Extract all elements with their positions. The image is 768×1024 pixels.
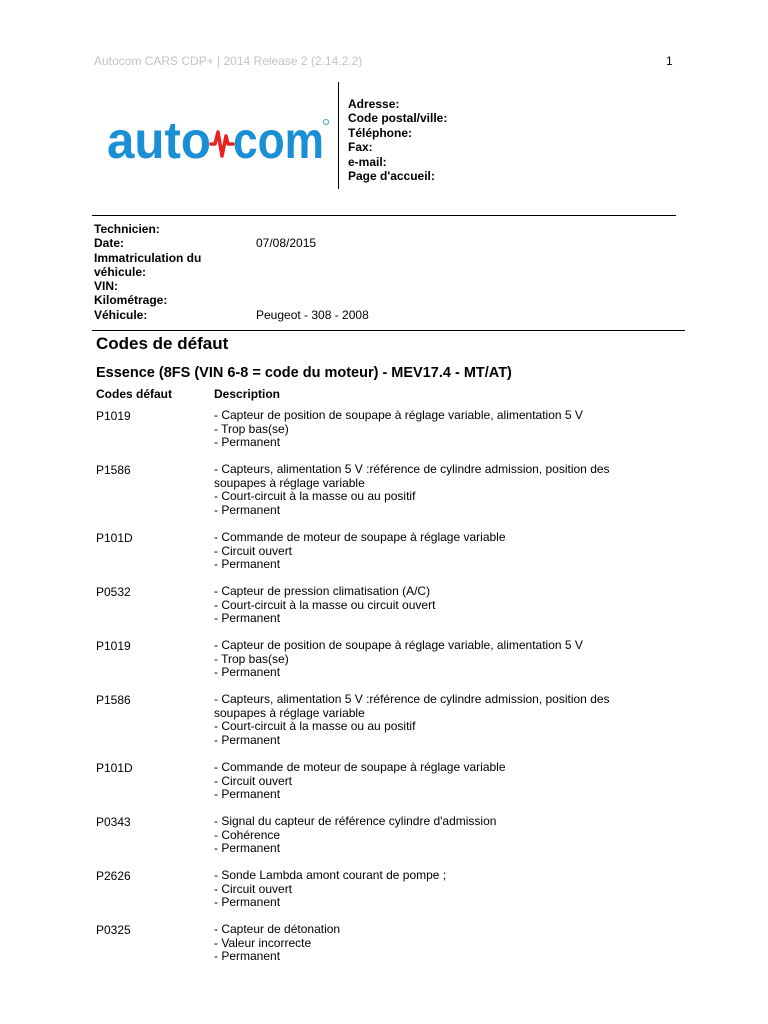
fault-description-line: - Signal du capteur de référence cylindre d'admission [214,814,497,828]
header-divider [338,82,339,189]
fault-description-line: - Permanent [214,502,281,517]
svg-text:com: com [233,112,324,170]
rule-top [92,215,676,216]
fault-code: P101D [96,761,133,775]
svg-text:auto: auto [107,112,211,170]
info-label: Véhicule: [94,308,148,322]
fault-description [214,463,674,517]
fault-description-line: soupapes à réglage variable [214,705,365,720]
column-header-description: Description [214,387,281,401]
contact-label: Code postal/ville: [348,111,448,126]
fault-code: P0532 [96,585,131,599]
subsection-title: Essence (8FS (VIN 6-8 = code du moteur) - MEV17.4 - MT/AT) [96,365,512,381]
fault-code: P101D [96,531,133,545]
contact-label: Fax: [348,140,373,155]
fault-description-line: - Permanent [214,611,281,625]
fault-description [214,639,674,680]
section-title: Codes de défaut [96,334,229,353]
fault-description-line: - Permanent [214,732,281,747]
fault-description-line: soupapes à réglage variable [214,475,365,490]
fault-description [214,409,674,450]
fault-description-line: - Trop bas(se) [214,421,289,436]
fault-description-line: - Sonde Lambda amont courant de pompe ; [214,868,447,882]
fault-code: P2626 [96,869,131,883]
contact-label: Page d'accueil: [348,169,435,184]
fault-description-line: - Trop bas(se) [214,651,289,666]
fault-description [214,531,674,572]
fault-description-line: - Circuit ouvert [214,881,293,896]
fault-description [214,815,674,856]
fault-description-line: - Capteur de position de soupape à réglage variable, alimentation 5 V [214,408,583,422]
page-number: 1 [666,54,673,68]
fault-description-line: - Capteurs, alimentation 5 V :référence de cylindre admission, position des [214,462,610,476]
info-label: Date: [94,236,125,250]
fault-description-line: - Capteur de pression climatisation (A/C) [214,584,431,598]
fault-description-line: - Capteurs, alimentation 5 V :référence de cylindre admission, position des [214,692,610,706]
fault-code: P1019 [96,409,131,423]
fault-description-line: - Court-circuit à la masse ou au positif [214,489,416,503]
info-label: Kilométrage: [94,293,168,307]
info-label: VIN: [94,279,118,293]
fault-description-line: - Cohérence [214,827,281,842]
fault-description [214,869,674,910]
fault-description-line: - Permanent [214,787,281,801]
fault-description-line: - Valeur incorrecte [214,935,312,950]
fault-description-line: - Commande de moteur de soupape à réglage variable [214,530,506,544]
fault-description-line: - Commande de moteur de soupape à réglage variable [214,760,506,774]
fault-description-line: - Court-circuit à la masse ou au positif [214,719,416,733]
fault-description-line: - Circuit ouvert [214,543,293,558]
fault-description [214,761,674,802]
autocom-logo [107,112,329,170]
contact-block [348,97,447,183]
fault-description-line: - Permanent [214,665,281,679]
fault-description-line: - Permanent [214,949,281,963]
info-value: Peugeot - 308 - 2008 [256,308,369,322]
contact-label: e-mail: [348,154,387,169]
info-label: Technicien: [94,222,160,236]
contact-label: Adresse: [348,97,400,111]
fault-code: P1586 [96,463,131,477]
fault-description-line: - Capteur de position de soupape à réglage variable, alimentation 5 V [214,638,583,652]
fault-description-line: - Permanent [214,435,281,449]
fault-description-line: - Permanent [214,895,281,909]
fault-description [214,585,674,626]
fault-code: P1586 [96,693,131,707]
fault-description [214,693,674,747]
fault-code: P0343 [96,815,131,829]
fault-code: P0325 [96,923,131,937]
info-label: véhicule: [94,265,147,279]
contact-label: Téléphone: [348,125,413,140]
info-label: Immatriculation du [94,251,202,265]
fault-description [214,923,674,964]
running-header: Autocom CARS CDP+ | 2014 Release 2 (2.14.2.2) [94,54,363,68]
column-header-code: Codes défaut [96,387,173,401]
fault-description-line: - Circuit ouvert [214,773,293,788]
fault-description-line: - Court-circuit à la masse ou circuit ouvert [214,597,436,612]
fault-description-line: - Capteur de détonation [214,922,341,936]
fault-description-line: - Permanent [214,557,281,571]
fault-code: P1019 [96,639,131,653]
rule-bottom [92,330,685,331]
fault-description-line: - Permanent [214,841,281,855]
info-value: 07/08/2015 [256,236,317,250]
